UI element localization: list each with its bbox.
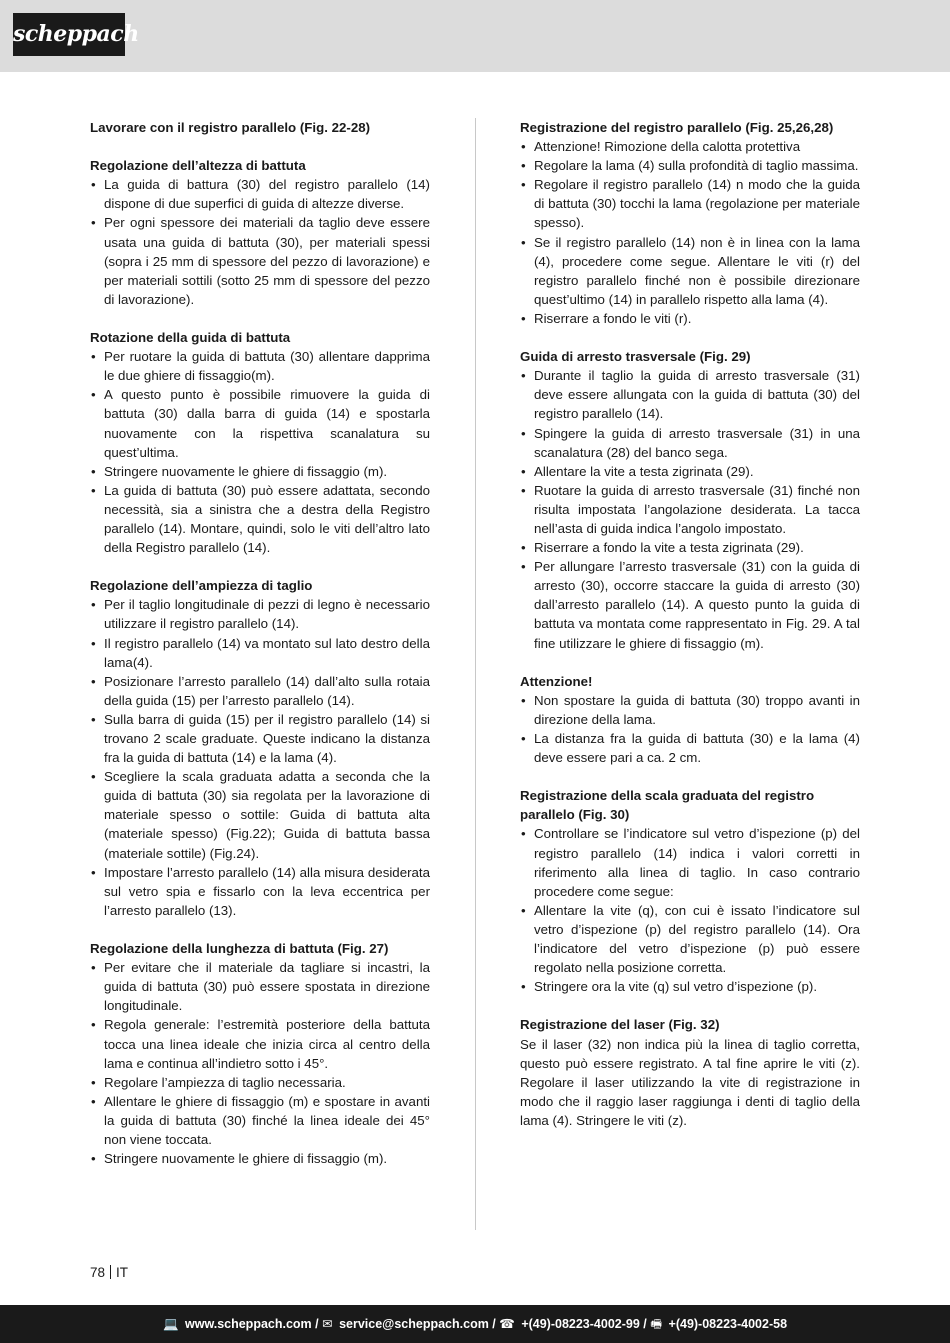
footer-fax: +(49)-08223-4002-58 bbox=[668, 1317, 788, 1331]
bullet-list bbox=[90, 175, 430, 309]
footer-phone: +(49)-08223-4002-99 bbox=[521, 1317, 640, 1331]
bullet-item: • Durante il taglio la guida di arresto trasversale (31) deve essere allungata con la guida di battuta (30) del registro parallelo (14). bbox=[520, 366, 860, 423]
bullet-item: • Attenzione! Rimozione della calotta protettiva bbox=[520, 137, 860, 156]
section bbox=[90, 118, 430, 137]
section-title: Lavorare con il registro parallelo (Fig. 22-28) bbox=[90, 120, 371, 135]
bullet-item: • Regolare il registro parallelo (14) n modo che la guida di battuta (30) tocchi la lama (regolazione per materiale spesso). bbox=[520, 175, 860, 232]
bullet-item: • Posizionare l’arresto parallelo (14) dall’alto sulla rotaia della guida (15) per l’arresto parallelo (14). bbox=[90, 672, 430, 710]
left-column bbox=[90, 118, 430, 1187]
page-language: IT bbox=[116, 1265, 129, 1280]
page-number bbox=[90, 1265, 128, 1280]
bullet-item: • Impostare l’arresto parallelo (14) alla misura desiderata sul vetro spia e fissarlo con la leva eccentrica per l’arresto parallelo (13). bbox=[90, 863, 430, 920]
bullet-list bbox=[520, 824, 860, 996]
bullet-list bbox=[90, 958, 430, 1168]
section bbox=[520, 118, 860, 328]
bullet-item: • La distanza fra la guida di battuta (30) e la lama (4) deve essere pari a ca. 2 cm. bbox=[520, 729, 860, 767]
section-paragraph: Se il laser (32) non indica più la linea di taglio corretta, questo può essere registrato. A tal fine aprire le viti (z). Regolare il laser utilizzando la vite di registrazione in modo che il raggio laser raggiunga i denti di taglio della lama (4). Stringere le viti (z). bbox=[520, 1036, 860, 1128]
bullet-item: • La guida di battuta (30) può essere adattata, secondo necessità, sia a sinistra che a destra della Registro parallelo (14). Montare, quindi, solo le viti dell’altro lato della Registro parallelo (14). bbox=[90, 481, 430, 557]
bullet-item: • Per evitare che il materiale da tagliare si incastri, la guida di battuta (30) può essere spostata in direzione longitudinale. bbox=[90, 958, 430, 1015]
section-title: Registrazione della scala graduata del registro parallelo (Fig. 30) bbox=[520, 788, 815, 823]
mail-icon: ✉ bbox=[322, 1317, 333, 1331]
page-number-separator bbox=[110, 1265, 111, 1279]
bullet-item: • Spingere la guida di arresto trasversale (31) in una scanalatura (28) del banco sega. bbox=[520, 424, 860, 462]
section-title: Registrazione del registro parallelo (Fig. 25,26,28) bbox=[520, 120, 834, 135]
bullet-list bbox=[520, 691, 860, 767]
brand-logo: scheppach bbox=[13, 13, 125, 56]
column-divider bbox=[475, 118, 476, 1230]
footer-website-link[interactable]: www.scheppach.com bbox=[185, 1317, 312, 1331]
section-laser bbox=[520, 1015, 860, 1130]
bullet-item: • Allentare la vite a testa zigrinata (29). bbox=[520, 462, 860, 481]
bullet-item: • Scegliere la scala graduata adatta a seconda che la guida di battuta (30) sia regolata per la lavorazione di materiale spesso o sottile: Guida di battuta alta (materiale spesso) (Fig.22); Guida di battuta bassa (materiale sottile) (Fig.24). bbox=[90, 767, 430, 862]
bullet-item: • Riserrare a fondo la vite a testa zigrinata (29). bbox=[520, 538, 860, 557]
bullet-item: • Allentare la vite (q), con cui è issato l’indicatore sul vetro d’ispezione (p) del registro parallelo (14). Ora l’indicatore del vetro d’ispezione (p) può essere regolato nella posizione corretta. bbox=[520, 901, 860, 977]
computer-icon: 💻 bbox=[162, 1317, 179, 1331]
fax-icon: 🖷 bbox=[650, 1317, 663, 1331]
bullet-item: • Sulla barra di guida (15) per il registro parallelo (14) si trovano 2 scale graduate. Queste indicano la distanza fra la guida di battuta (14) e la lama (4). bbox=[90, 710, 430, 767]
bullet-item: • Controllare se l’indicatore sul vetro d’ispezione (p) del registro parallelo (14) indica i valori corretti in riferimento alla linea di taglio. In caso contrario procedere come segue: bbox=[520, 824, 860, 900]
header-band bbox=[0, 0, 950, 72]
section bbox=[90, 939, 430, 1168]
section bbox=[90, 328, 430, 557]
bullet-item: • Stringere ora la vite (q) sul vetro d’ispezione (p). bbox=[520, 977, 860, 996]
bullet-item: • Regolare l’ampiezza di taglio necessaria. bbox=[90, 1073, 430, 1092]
bullet-item: • La guida di battura (30) del registro parallelo (14) dispone di due superfici di guida di altezze diverse. bbox=[90, 175, 430, 213]
section-title: Regolazione dell’ampiezza di taglio bbox=[90, 578, 313, 594]
bullet-item: • Per ruotare la guida di battuta (30) allentare dapprima le due ghiere di fissaggio(m). bbox=[90, 347, 430, 385]
right-sections bbox=[520, 118, 860, 996]
bullet-list bbox=[90, 347, 430, 557]
footer-separator: / bbox=[311, 1317, 323, 1331]
bullet-item: • Per il taglio longitudinale di pezzi di legno è necessario utilizzare il registro parallelo (14). bbox=[90, 595, 430, 633]
right-column bbox=[520, 118, 860, 1149]
section-title: Registrazione del laser (Fig. 32) bbox=[520, 1017, 720, 1033]
bullet-item: • Stringere nuovamente le ghiere di fissaggio (m). bbox=[90, 462, 430, 481]
section bbox=[520, 347, 860, 653]
bullet-item: • Se il registro parallelo (14) non è in linea con la lama (4), procedere come segue. Allentare le viti (r) del registro parallelo finché non è possibile direzionare quest’ultimo (14) in parallelo rispetto alla lama (4). bbox=[520, 233, 860, 309]
section-title: Regolazione dell’altezza di battuta bbox=[90, 158, 306, 174]
section-title: Rotazione della guida di battuta bbox=[90, 330, 291, 346]
footer-separator: / bbox=[639, 1317, 651, 1331]
bullet-item: • Per allungare l’arresto trasversale (31) con la guida di arresto (30), occorre staccare la guida di arresto (30) dall’arresto parallelo (14). A questo punto la guida di battuta va montata come rappresentato in Fig. 29. A tal fine utilizzare le ghiere di fissaggio (m). bbox=[520, 557, 860, 652]
bullet-list bbox=[520, 366, 860, 652]
section-title: Regolazione della lunghezza di battuta (Fig. 27) bbox=[90, 941, 389, 957]
bullet-item: • Regolare la lama (4) sulla profondità di taglio massima. bbox=[520, 156, 860, 175]
bullet-item: • Ruotare la guida di arresto trasversale (31) finché non risulta impostata l’angolazione desiderata. La tacca nell’asta di guida indica l’angolo impostato. bbox=[520, 481, 860, 538]
footer-contact-bar bbox=[0, 1305, 950, 1343]
bullet-item: • Regola generale: l’estremità posteriore della battuta tocca una linea ideale che inizia circa al centro della lama e continua all’indietro sotto i 45°. bbox=[90, 1015, 430, 1072]
footer-separator: / bbox=[488, 1317, 500, 1331]
bullet-list bbox=[90, 595, 430, 920]
bullet-item: • Allentare le ghiere di fissaggio (m) e spostare in avanti la guida di battuta (30) finché la linea ideale dei 45° non viene toccata. bbox=[90, 1092, 430, 1149]
section bbox=[520, 786, 860, 996]
section bbox=[520, 672, 860, 767]
page-number-value: 78 bbox=[90, 1265, 106, 1280]
bullet-list bbox=[520, 137, 860, 328]
section-title: Attenzione! bbox=[520, 673, 593, 689]
bullet-item: • Non spostare la guida di battuta (30) troppo avanti in direzione della lama. bbox=[520, 691, 860, 729]
bullet-item: • A questo punto è possibile rimuovere la guida di battuta (30) dalla barra di guida (14) e spostarla nuovamente con la rispettiva scanalatura su quest’ultima. bbox=[90, 385, 430, 461]
section bbox=[90, 156, 430, 309]
section-title: Guida di arresto trasversale (Fig. 29) bbox=[520, 349, 751, 365]
bullet-item: • Stringere nuovamente le ghiere di fissaggio (m). bbox=[90, 1149, 430, 1168]
phone-icon: ☎ bbox=[499, 1317, 515, 1331]
bullet-item: • Riserrare a fondo le viti (r). bbox=[520, 309, 860, 328]
footer-email-link[interactable]: service@scheppach.com bbox=[339, 1317, 489, 1331]
bullet-item: • Il registro parallelo (14) va montato sul lato destro della lama(4). bbox=[90, 634, 430, 672]
bullet-item: • Per ogni spessore dei materiali da taglio deve essere usata una guida di battuta (30), per materiali spessi (sopra i 25 mm di spessore del pezzo di lavorazione) e per materiali sottili (sotto 25 mm di spessore del pezzo di lavorazione). bbox=[90, 213, 430, 308]
section bbox=[90, 576, 430, 920]
